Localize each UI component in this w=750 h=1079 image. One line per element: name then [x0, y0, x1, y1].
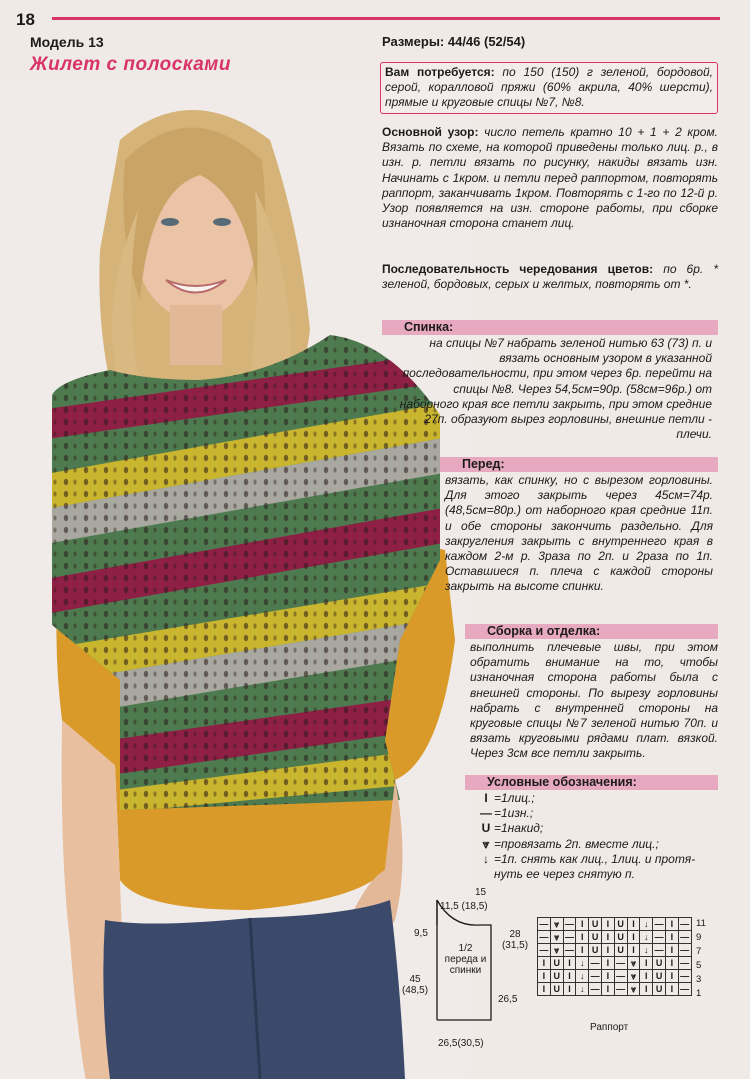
chart-cell: I [563, 957, 576, 970]
chart-cell: — [590, 970, 600, 981]
chart-row [538, 918, 692, 931]
chart-cell: U [589, 931, 602, 944]
chart-cell: I [640, 957, 653, 970]
chart-cell: — [680, 931, 690, 942]
chart-row-numbers [696, 917, 706, 1001]
chart-cell: — [680, 983, 690, 994]
chart-cell: ⩔ [627, 983, 640, 996]
chart-cell: ⩔ [627, 970, 640, 983]
chart-cell: ↓ [640, 931, 653, 944]
chart-cell: I [627, 931, 640, 944]
back-heading: Спинка: [382, 320, 718, 335]
chart-cell: I [538, 983, 551, 996]
legend-item-text: нуть ее через снятую п. [494, 867, 635, 882]
chart-cell: — [654, 944, 664, 955]
chart-cell: I [627, 918, 640, 931]
chart-cell: I [665, 957, 678, 970]
chart-cell: ↓ [640, 944, 653, 957]
front-heading: Перед: [440, 457, 718, 472]
chart-cell: U [653, 957, 666, 970]
materials-text: по 150 (150) г зеленой, бордовой, серой, коралловой пряжи (60% акрила, 40% шерсти), прямые и круговые спицы №7, №8. [385, 65, 714, 110]
materials-box [380, 62, 718, 114]
chart-caption: Раппорт [590, 1022, 629, 1033]
top-rule [52, 17, 720, 20]
color-sequence-paragraph [382, 262, 718, 292]
chart-cell: I [601, 944, 614, 957]
chart-cell: U [550, 983, 563, 996]
chart-row [538, 957, 692, 970]
chart-cell: — [654, 931, 664, 942]
main-pattern-label: Основной узор: [382, 125, 479, 139]
knitting-chart [537, 917, 692, 996]
chart-cell: ⩔ [550, 944, 563, 957]
yarn-over-symbol-icon: U [481, 821, 491, 836]
chart-cell: ↓ [576, 957, 589, 970]
schematic-shoulder: 11,5 (18,5) [440, 901, 488, 912]
chart-cell: I [640, 970, 653, 983]
chart-cell: — [564, 918, 574, 929]
chart-cell: ↓ [640, 918, 653, 931]
legend-item-text: =1п. снять как лиц., 1лиц. и протя- [494, 851, 696, 866]
back-text: на спицы №7 набрать зеленой нитью 63 (73) п. и вязать основным узором в указанной последовательности, при этом через 6р. перейти на спицы №8. Через 54,5см=90р. (58см=96р.) от наборного края все петли закрыть, при этом средние 27п. образуют вырез горловины, внешние петли - плечи. [399, 336, 712, 442]
legend-item [478, 867, 718, 882]
chart-row [538, 931, 692, 944]
legend-item-text: =1накид; [494, 821, 544, 836]
page-title: Жилет с полосками [30, 54, 231, 75]
chart-cell: ⩔ [627, 957, 640, 970]
legend-item-text: =1лиц.; [494, 791, 535, 805]
main-pattern-text: число петель кратно 10 + 1 + 2 кром. Вязать по схеме, на которой приведены только лиц. р., в изн. р. петли вязать по рисунку, накиды вязать изн. Начинать с 1кром. и петли перед раппортом, повторять раппорт, заканчивать 1кром. Повторять с 1-го по 12-й р. Узор появляется на изн. стороне работы, при сборке изнаночная сторона станет лиц. [382, 125, 718, 231]
chart-cell: I [576, 931, 589, 944]
chart-cell: I [576, 918, 589, 931]
chart-cell: — [680, 944, 690, 955]
legend-item [478, 791, 718, 806]
legend-item-text: =провязать 2п. вместе лиц.; [494, 836, 659, 851]
k2tog-symbol-icon: ⩔ [482, 836, 490, 851]
chart-cell: U [614, 944, 627, 957]
chart-cell: — [590, 983, 600, 994]
chart-cell: I [538, 970, 551, 983]
chart-cell: I [665, 931, 678, 944]
chart-row-number: 11 [696, 918, 706, 929]
chart-row [538, 944, 692, 957]
chart-cell: I [576, 944, 589, 957]
chart-cell: U [589, 918, 602, 931]
assembly-heading: Сборка и отделка: [465, 624, 718, 639]
chart-cell: — [680, 918, 690, 929]
chart-cell: ⩔ [550, 918, 563, 931]
chart-row-number: 7 [696, 946, 702, 957]
schematic-piece-label: 1/2 переда и спинки [444, 943, 487, 976]
chart-cell: I [538, 957, 551, 970]
page-number: 18 [16, 10, 35, 29]
chart-cell: U [550, 957, 563, 970]
chart-cell: U [653, 983, 666, 996]
color-sequence-label: Последовательность чередования цветов: [382, 262, 654, 276]
chart-row-number: 1 [696, 988, 702, 999]
legend-item [478, 837, 718, 852]
chart-cell: ⩔ [550, 931, 563, 944]
chart-cell: — [616, 983, 626, 994]
legend-list [478, 791, 718, 882]
legend-item [478, 806, 718, 821]
chart-cell: I [601, 983, 614, 996]
sizes-label: Размеры: 44/46 (52/54) [382, 34, 526, 49]
chart-cell: U [589, 944, 602, 957]
chart-row-number: 3 [696, 974, 702, 985]
chart-cell: I [563, 983, 576, 996]
chart-cell: — [654, 918, 664, 929]
front-text: вязать, как спинку, но с вырезом горловины. Для этого закрыть через 45см=74р. (48,5см=80р.) от наборного края средние 11п. и обе стороны закончить раздельно. Для закругления закрыть с внутреннего края в каждом 2-м р. 3раза по 2п. и 2раза по 1п. Оставшиеся п. плеча с каждой стороны закрыть на высоте спинки. [445, 473, 713, 594]
chart-cell: I [627, 944, 640, 957]
materials-label: Вам потребуется: [385, 65, 495, 79]
schematic-neck-depth: 9,5 [414, 928, 428, 939]
chart-cell: ↓ [576, 983, 589, 996]
chart-cell: — [564, 931, 574, 942]
chart-cell: I [665, 983, 678, 996]
schematic-body-height: 45 (48,5) [401, 974, 429, 996]
schematic-width: 26,5(30,5) [438, 1038, 484, 1049]
chart-cell: U [614, 918, 627, 931]
chart-cell: I [601, 970, 614, 983]
purl-symbol-icon: — [480, 806, 492, 821]
chart-row [538, 970, 692, 983]
model-label: Модель 13 [30, 34, 104, 50]
chart-cell: I [563, 970, 576, 983]
chart-cell: — [539, 931, 549, 942]
chart-cell: — [680, 970, 690, 981]
chart-cell: I [665, 970, 678, 983]
schematic-lower: 26,5 [498, 994, 518, 1005]
chart-cell: — [680, 957, 690, 968]
legend-item-text: =1изн.; [494, 806, 534, 821]
color-sequence-text: по 6р. * зеленой, бордовых, серых и желтых, повторять от *. [382, 262, 718, 292]
chart-cell: — [539, 918, 549, 929]
schematic-top: 15 [475, 887, 487, 898]
legend-heading: Условные обозначения: [465, 775, 718, 790]
legend-item [478, 852, 718, 867]
chart-cell: I [640, 983, 653, 996]
chart-cell: — [590, 957, 600, 968]
chart-cell: U [653, 970, 666, 983]
chart-cell: — [564, 944, 574, 955]
chart-cell: I [601, 931, 614, 944]
chart-cell: I [665, 944, 678, 957]
chart-cell: I [665, 918, 678, 931]
schematic-armhole: 28 (31,5) [501, 929, 529, 951]
chart-row [538, 983, 692, 996]
chart-cell: U [550, 970, 563, 983]
assembly-text: выполнить плечевые швы, при этом обратить внимание на то, чтобы изнаночная сторона работы была с внешней стороны. По вырезу горловины набрать с внутренней стороны на круговые спицы №7 зеленой нитью 70п. и вязать круговыми рядами плат. вязкой. Через 3см все петли закрыть. [470, 640, 718, 761]
chart-cell: I [601, 957, 614, 970]
chart-cell: I [601, 918, 614, 931]
chart-cell: U [614, 931, 627, 944]
chart-row-number: 5 [696, 960, 702, 971]
chart-row-number: 9 [696, 932, 702, 943]
skp-symbol-icon: ↓ [483, 851, 489, 866]
chart-cell: ↓ [576, 970, 589, 983]
knit-symbol-icon: I [484, 791, 488, 805]
legend-item [478, 821, 718, 836]
chart-cell: — [616, 957, 626, 968]
main-pattern-paragraph [382, 125, 718, 231]
chart-cell: — [616, 970, 626, 981]
chart-cell: — [539, 944, 549, 955]
